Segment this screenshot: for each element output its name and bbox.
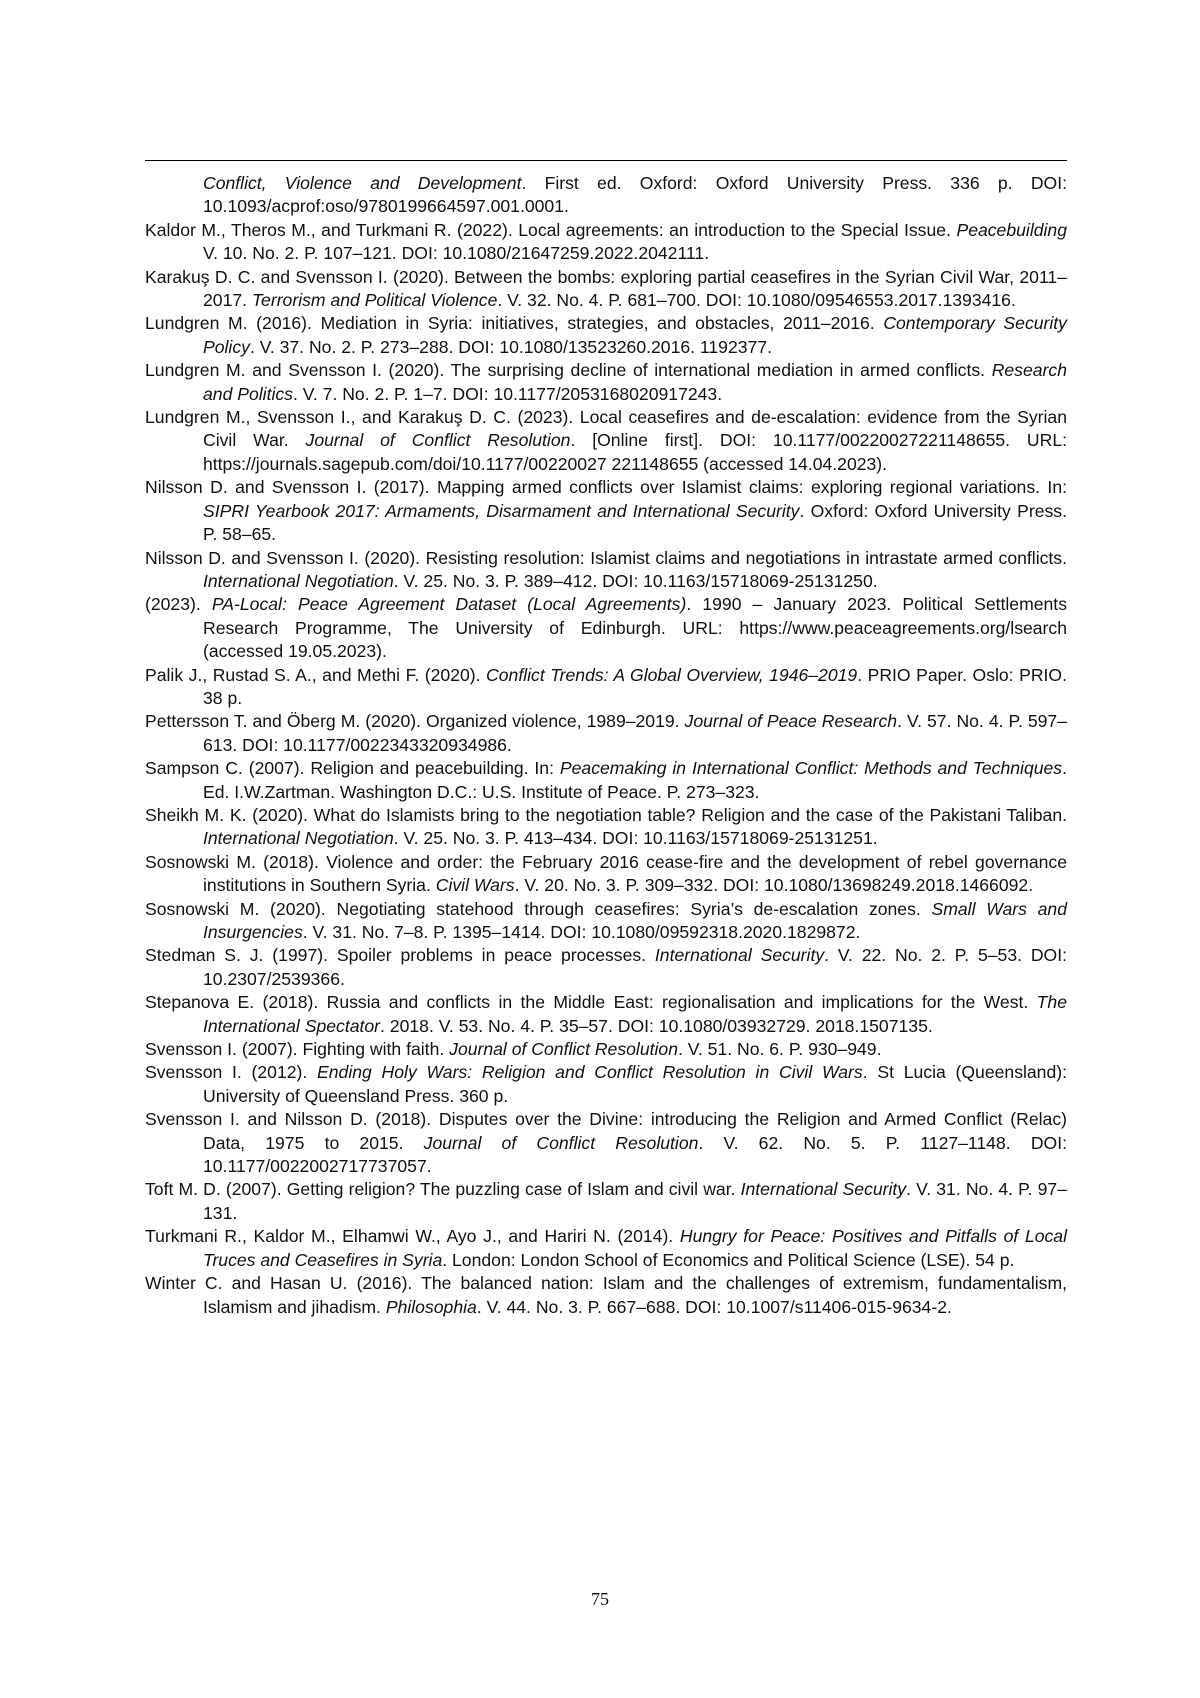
reference-entry	[145, 1178, 1067, 1225]
reference-text: Stedman S. J. (1997). Spoiler problems in peace processes.	[145, 945, 655, 966]
reference-entry	[145, 851, 1067, 898]
reference-text: Nilsson D. and Svensson I. (2020). Resisting resolution: Islamist claims and negotiations in intrastate armed conflicts.	[145, 547, 1067, 568]
reference-text: Palik J., Rustad S. A., and Methi F. (2020).	[145, 664, 487, 685]
reference-title-italic: Contemporary Security Policy	[203, 313, 1067, 357]
reference-entry-continued	[145, 172, 1067, 219]
reference-text: . St Lucia (Queensland): University of Queensland Press. 360 p.	[203, 1062, 1067, 1106]
reference-text: Svensson I. (2007). Fighting with faith.	[145, 1039, 450, 1060]
reference-title-italic: International Negotiation	[203, 570, 394, 591]
reference-title-italic: International Security	[740, 1179, 907, 1200]
reference-entry	[145, 1061, 1067, 1108]
reference-text: . Oxford: Oxford University Press. P. 58–65.	[203, 500, 1067, 545]
reference-entry	[145, 757, 1067, 804]
reference-entry	[145, 804, 1067, 851]
reference-title-italic: Philosophia	[385, 1296, 477, 1317]
reference-text: V. 10. No. 2. P. 107–121. DOI: 10.1080/21647259.2022.2042111.	[203, 243, 710, 264]
reference-text: Lundgren M. (2016). Mediation in Syria: initiatives, strategies, and obstacles, 2011–2016.	[145, 313, 884, 334]
reference-text: Svensson I. (2012).	[145, 1062, 318, 1083]
reference-text: . London: London School of Economics and Political Science (LSE). 54 p.	[442, 1249, 1015, 1270]
reference-entry	[145, 406, 1067, 476]
reference-text: . V. 62. No. 5. P. 1127–1148. DOI: 10.1177/0022002717737057.	[203, 1132, 1067, 1177]
reference-text: . [Online first]. DOI: 10.1177/00220027221148655. URL: https://journals.sagepub.com/doi/10.1177/00220027 221148655 (accessed 14.04.2023).	[203, 430, 1068, 474]
reference-title-italic: Conflict, Violence and Development	[203, 173, 522, 193]
reference-title-italic: Conflict Trends: A Global Overview, 1946–2019	[486, 664, 858, 685]
reference-list	[145, 172, 1067, 1319]
reference-entry	[145, 312, 1067, 359]
reference-text: Turkmani R., Kaldor M., Elhamwi W., Ayo J., and Hariri N. (2014).	[145, 1226, 680, 1247]
reference-title-italic: Journal of Conflict Resolution	[305, 430, 571, 451]
reference-entry	[145, 1038, 1067, 1061]
reference-text: Toft M. D. (2007). Getting religion? The puzzling case of Islam and civil war.	[145, 1179, 741, 1200]
reference-text: . V. 57. No. 4. P. 597–613. DOI: 10.1177/0022343320934986.	[203, 711, 1067, 755]
reference-entry	[145, 359, 1067, 406]
reference-title-italic: Terrorism and Political Violence	[251, 290, 498, 311]
reference-text: . V. 25. No. 3. P. 413–434. DOI: 10.1163/15718069-25131251.	[393, 828, 878, 849]
reference-title-italic: Peacemaking in International Conflict: Methods and Techniques	[559, 758, 1063, 779]
reference-title-italic: International Security	[654, 945, 825, 966]
reference-text: . V. 51. No. 6. P. 930–949.	[677, 1039, 882, 1060]
reference-text: . PRIO Paper. Oslo: PRIO. 38 p.	[203, 664, 1067, 708]
reference-text: Karakuş D. C. and Svensson I. (2020). Between the bombs: exploring partial ceasefires in the Syrian Civil War, 2011–2017.	[145, 266, 1067, 311]
reference-text: . V. 44. No. 3. P. 667–688. DOI: 10.1007/s11406-015-9634-2.	[476, 1296, 952, 1317]
reference-entry	[145, 1108, 1067, 1178]
reference-text: Sampson C. (2007). Religion and peacebuilding. In:	[145, 758, 560, 779]
reference-text: . Ed. I.W.Zartman. Washington D.C.: U.S. Institute of Peace. P. 273–323.	[203, 758, 1067, 802]
reference-text: Lundgren M. and Svensson I. (2020). The surprising decline of international mediation in armed conflicts.	[145, 360, 992, 381]
reference-title-italic: Peacebuilding	[956, 219, 1067, 240]
reference-text: Svensson I. and Nilsson D. (2018). Disputes over the Divine: introducing the Religion and Armed Conflict (Relac) Data, 1975 to 2015.	[145, 1109, 1067, 1153]
reference-title-italic: Journal of Conflict Resolution	[449, 1039, 678, 1060]
reference-title-italic: Research and Politics	[203, 360, 1067, 404]
reference-entry	[145, 898, 1067, 945]
reference-text: . V. 25. No. 3. P. 389–412. DOI: 10.1163/15718069-25131250.	[393, 570, 878, 591]
page-number: 75	[591, 1589, 609, 1609]
reference-entry	[145, 1225, 1067, 1272]
reference-title-italic: The International Spectator	[203, 992, 1067, 1036]
reference-text: . 1990 – January 2023. Political Settlements Research Programme, The University of Edinburgh. URL: https://www.peaceagreements.org/lsearch (accessed 19.05.2023).	[203, 594, 1067, 662]
reference-title-italic: SIPRI Yearbook 2017: Armaments, Disarmament and International Security	[203, 500, 800, 521]
reference-text: . V. 20. No. 3. P. 309–332. DOI: 10.1080/13698249.2018.1466092.	[514, 875, 1034, 896]
reference-text: . V. 37. No. 2. P. 273–288. DOI: 10.1080/13523260.2016. 1192377.	[249, 336, 772, 357]
reference-text: . V. 7. No. 2. P. 1–7. DOI: 10.1177/2053168020917243.	[292, 383, 723, 404]
reference-text: . V. 22. No. 2. P. 5–53. DOI: 10.2307/2539366.	[203, 945, 1068, 989]
reference-text: Sosnowski M. (2020). Negotiating statehood through ceasefires: Syria’s de-escalation zones.	[145, 898, 932, 919]
reference-title-italic: PA-Local: Peace Agreement Dataset (Local Agreements)	[211, 594, 687, 615]
reference-entry	[145, 944, 1067, 991]
reference-entry	[145, 266, 1067, 313]
reference-title-italic: Small Wars and Insurgencies	[203, 898, 1067, 942]
reference-text: . V. 31. No. 7–8. P. 1395–1414. DOI: 10.1080/09592318.2020.1829872.	[302, 922, 861, 942]
reference-entry	[145, 710, 1067, 757]
reference-text: . First ed. Oxford: Oxford University Press. 336 p. DOI: 10.1093/acprof:oso/9780199664597.001.0001.	[203, 173, 1067, 217]
reference-entry	[145, 1272, 1067, 1319]
reference-entry	[145, 593, 1067, 663]
reference-title-italic: Journal of Conflict Resolution	[423, 1132, 699, 1153]
reference-text: Kaldor M., Theros M., and Turkmani R. (2022). Local agreements: an introduction to the Special Issue.	[145, 219, 957, 240]
reference-text: . 2018. V. 53. No. 4. P. 35–57. DOI: 10.1080/03932729. 2018.1507135.	[380, 1015, 933, 1036]
reference-entry	[145, 219, 1067, 266]
reference-entry	[145, 664, 1067, 711]
reference-text: . V. 31. No. 4. P. 97–131.	[203, 1179, 1067, 1223]
reference-entry	[145, 991, 1067, 1038]
reference-entry	[145, 547, 1067, 594]
reference-title-italic: Hungry for Peace: Positives and Pitfalls of Local Truces and Ceasefires in Syria	[203, 1226, 1067, 1270]
reference-text: (2023).	[145, 594, 212, 615]
reference-title-italic: Journal of Peace Research	[684, 711, 898, 732]
footnote-separator-rule	[145, 160, 1067, 161]
reference-text: Sheikh M. K. (2020). What do Islamists bring to the negotiation table? Religion and the case of the Pakistani Taliban.	[145, 804, 1067, 825]
reference-text: Pettersson T. and Öberg M. (2020). Organized violence, 1989–2019.	[145, 711, 685, 732]
reference-text: Stepanova E. (2018). Russia and conflicts in the Middle East: regionalisation and implications for the West.	[145, 992, 1037, 1013]
reference-text: Lundgren M., Svensson I., and Karakuş D. C. (2023). Local ceasefires and de-escalation: evidence from the Syrian Civil War.	[145, 407, 1067, 451]
reference-title-italic: International Negotiation	[203, 828, 394, 849]
reference-text: Sosnowski M. (2018). Violence and order: the February 2016 cease-fire and the development of rebel governance institutions in Southern Syria.	[145, 851, 1067, 896]
reference-text: . V. 32. No. 4. P. 681–700. DOI: 10.1080/09546553.2017.1393416.	[497, 290, 1016, 311]
reference-title-italic: Ending Holy Wars: Religion and Conflict Resolution in Civil Wars	[317, 1062, 863, 1083]
reference-text: Nilsson D. and Svensson I. (2017). Mapping armed conflicts over Islamist claims: exploring regional variations. In:	[145, 477, 1067, 498]
reference-entry	[145, 476, 1067, 546]
reference-title-italic: Civil Wars	[435, 875, 515, 896]
reference-text: Winter C. and Hasan U. (2016). The balanced nation: Islam and the challenges of extremism, fundamentalism, Islamism and jihadism.	[145, 1273, 1067, 1317]
